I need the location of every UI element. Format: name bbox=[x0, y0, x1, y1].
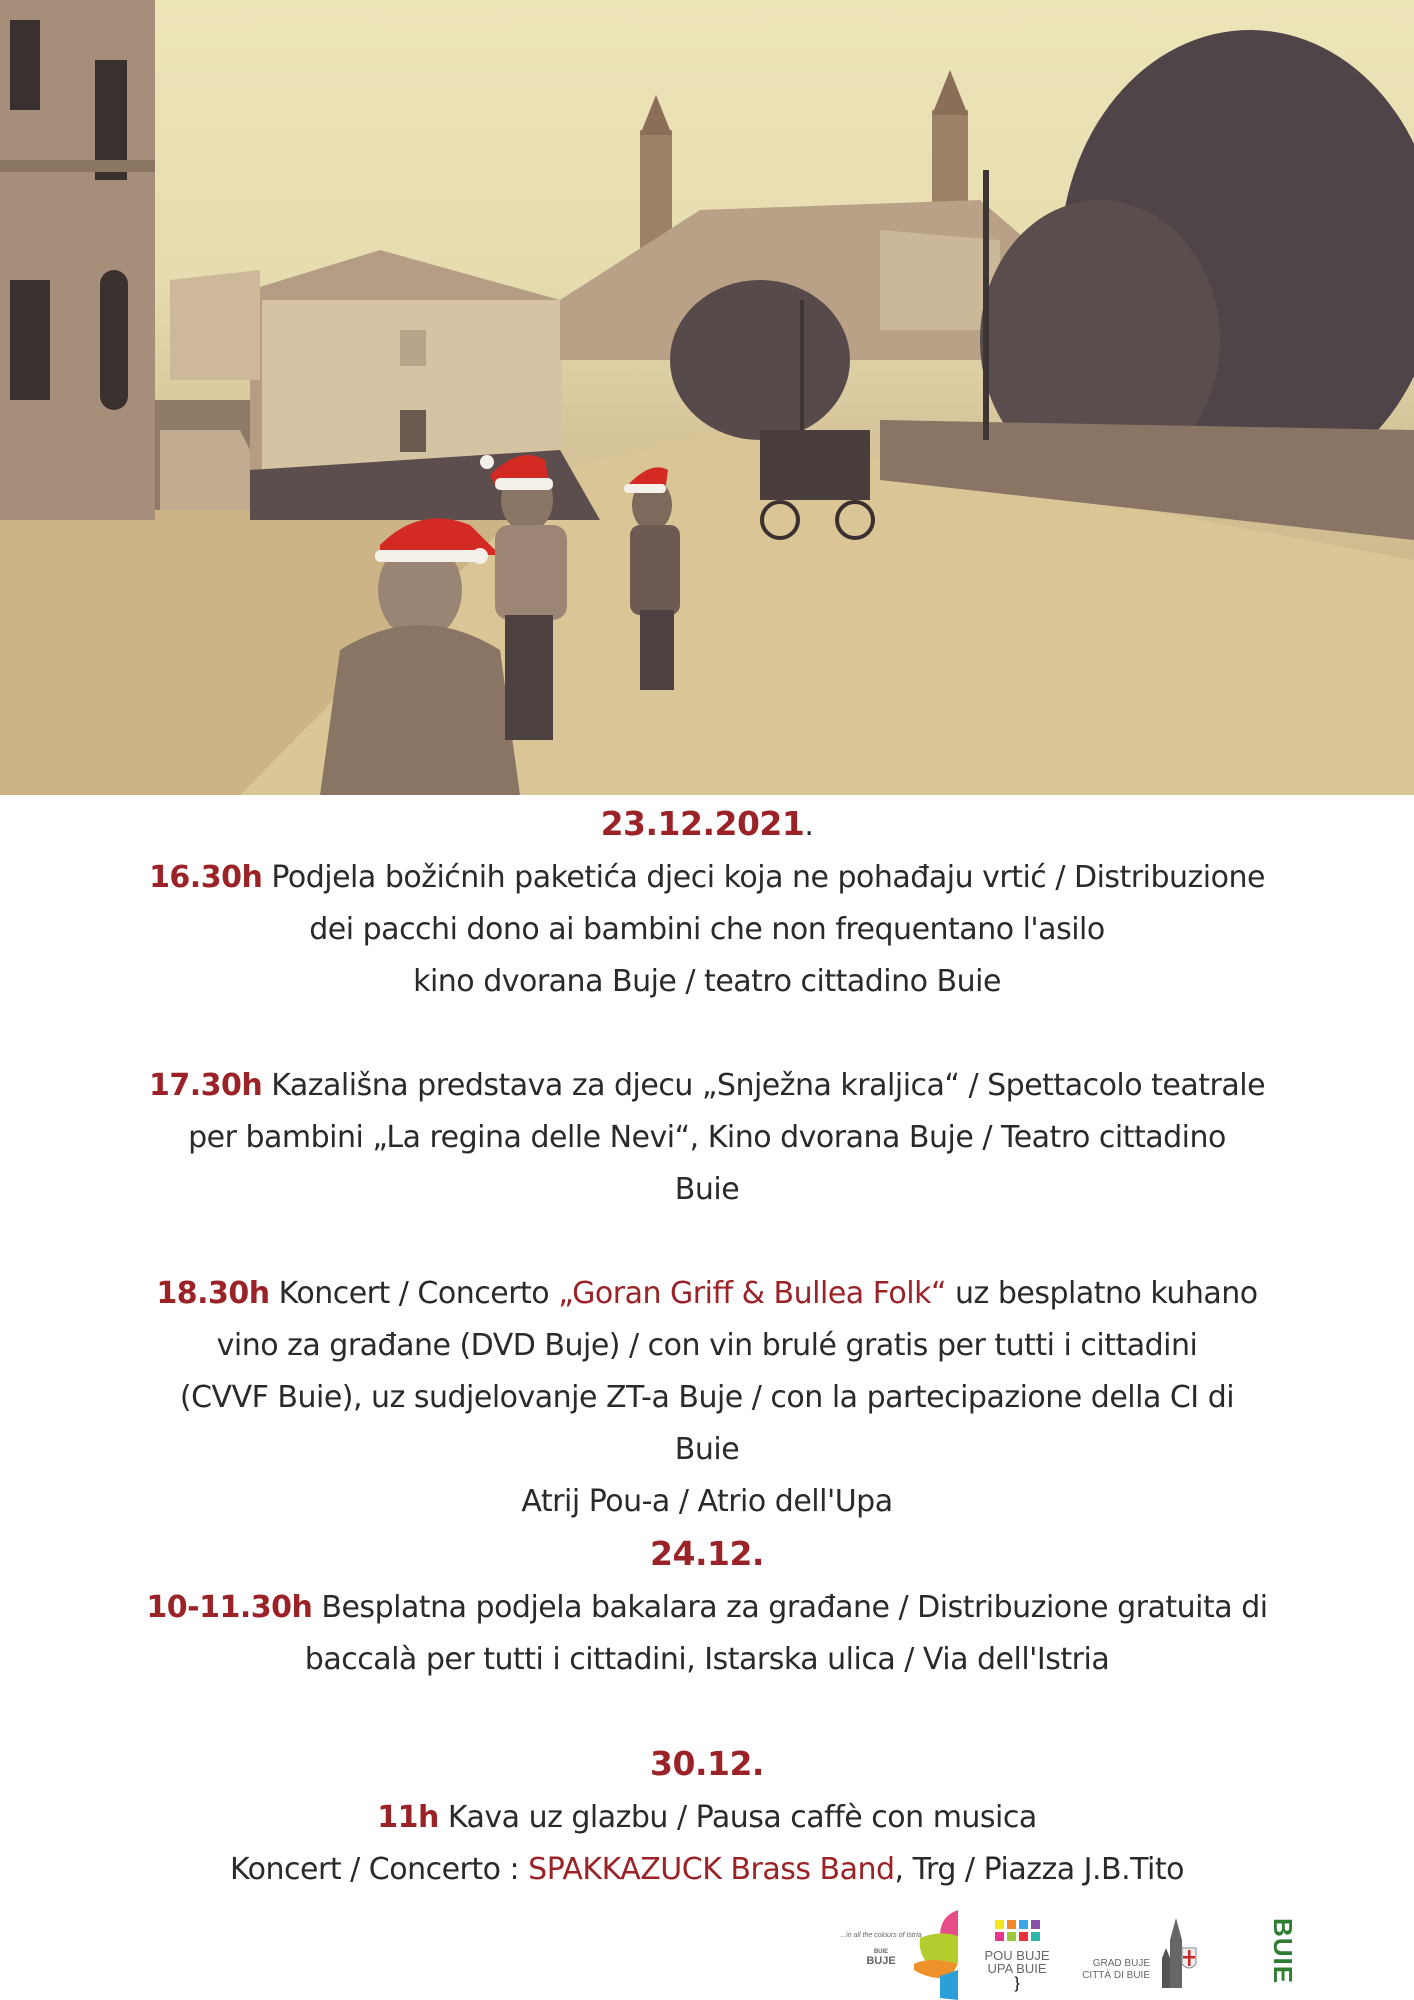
event-location: baccalà per tutti i cittadini, Istarska ulica / Via dell'Istria bbox=[304, 1642, 1110, 1677]
event-16-30 bbox=[0, 852, 1414, 1008]
event-time: 10-11.30h bbox=[146, 1590, 313, 1625]
header-photo bbox=[0, 0, 1414, 795]
event-11: 11h Kava uz glazbu / Pausa caffè con musica Koncert / Concerto : SPAKKAZUCK Brass Band, Trg / Piazza J.B.Tito bbox=[230, 1800, 1184, 1887]
date-label: 23.12.2021 bbox=[600, 804, 805, 843]
event-17-30 bbox=[0, 1060, 1414, 1216]
event-text: per bambini „La regina delle Nevi“, Kino dvorana Buje / Teatro cittadino bbox=[188, 1120, 1226, 1155]
town-crest-icon bbox=[1158, 1918, 1198, 1990]
event-time: 16.30h bbox=[149, 860, 263, 895]
event-10-11-30 bbox=[0, 1582, 1414, 1686]
event-text: Buie bbox=[674, 1432, 740, 1467]
performer-name: SPAKKAZUCK Brass Band bbox=[528, 1852, 895, 1887]
date-label: 24.12. bbox=[650, 1534, 764, 1573]
event-text: Kazališna predstava za djecu „Snježna kraljica“ / Spettacolo teatrale bbox=[262, 1068, 1266, 1103]
event-location: Atrij Pou-a / Atrio dell'Upa bbox=[521, 1484, 893, 1519]
logo-buie: BUIE bbox=[1268, 1918, 1298, 1985]
logo-tourism-buje: ...in all the colours of Istria BUIE BUJE bbox=[840, 1932, 922, 1967]
performer-name: „Goran Griff & Bullea Folk“ bbox=[558, 1276, 946, 1311]
event-text: Besplatna podjela bakalara za građane / Distribuzione gratuita di bbox=[312, 1590, 1268, 1625]
event-text: Kava uz glazbu / Pausa caffè con musica bbox=[438, 1800, 1037, 1835]
event-time: 18.30h bbox=[156, 1276, 270, 1311]
logo-grad-buje: GRAD BUJE CITTÀ DI BUIE bbox=[1082, 1958, 1150, 1981]
vintage-street-illustration bbox=[0, 0, 1414, 795]
date-label: 30.12. bbox=[650, 1744, 764, 1783]
event-schedule bbox=[0, 798, 1414, 1896]
event-text: (CVVF Buie), uz sudjelovanje ZT-a Buje / con la partecipazione della CI di bbox=[179, 1380, 1235, 1415]
event-location: kino dvorana Buje / teatro cittadino Buie bbox=[413, 964, 1001, 999]
event-time: 11h bbox=[377, 1800, 439, 1835]
logo-pou-buje: POU BUJE UPA BUIE } bbox=[978, 1920, 1056, 1993]
day-1-heading: 23.12.2021. bbox=[600, 804, 814, 843]
event-text: vino za građane (DVD Buje) / con vin brulé gratis per tutti i cittadini bbox=[216, 1328, 1198, 1363]
event-text: dei pacchi dono ai bambini che non frequentano l'asilo bbox=[309, 912, 1105, 947]
event-text: Buie bbox=[674, 1172, 740, 1207]
istria-colors-icon bbox=[910, 1908, 960, 2000]
event-time: 17.30h bbox=[148, 1068, 263, 1103]
color-squares-icon bbox=[978, 1920, 1056, 1941]
event-18-30: 18.30h Koncert / Concerto „Goran Griff & Bullea Folk“ uz besplatno kuhano vino za građane (DVD Buje) / con vin brulé gratis per tutti i cittadini (CVVF Buie), uz sudjelovanje ZT-a Buje / con la partecipazione della CI di Buie Atrij Pou-a / Atrio dell'Upa bbox=[0, 1268, 1414, 1528]
sponsor-logos bbox=[820, 1908, 1414, 2000]
event-text: Podjela božićnih paketića djeci koja ne pohađaju vrtić / Distribuzione bbox=[262, 860, 1265, 895]
